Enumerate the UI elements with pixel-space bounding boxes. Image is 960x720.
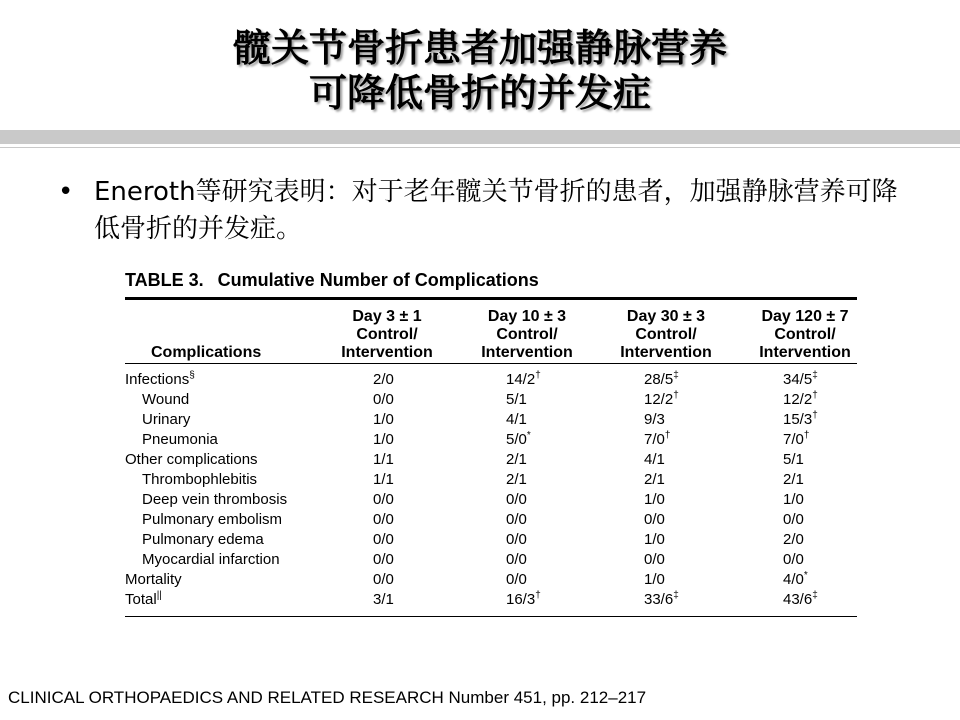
table-header bbox=[125, 300, 857, 363]
cell-value-text: 1/0 bbox=[783, 491, 804, 508]
cell-value-text: 0/0 bbox=[506, 551, 527, 568]
cell-value bbox=[506, 551, 527, 568]
row-label-text: Deep vein thrombosis bbox=[142, 491, 288, 508]
header-column-4 bbox=[740, 308, 870, 362]
cell-value-text: 0/0 bbox=[506, 571, 527, 588]
cell-value bbox=[373, 571, 394, 588]
cell-value-text: 4/0 bbox=[783, 571, 804, 588]
cell-value bbox=[783, 551, 804, 568]
cell-value-text: 1/0 bbox=[644, 491, 665, 508]
row-label bbox=[125, 591, 162, 608]
cell-value-text: 3/1 bbox=[373, 591, 394, 608]
cell-value-text: 2/1 bbox=[506, 451, 527, 468]
cell-value bbox=[373, 371, 394, 388]
row-label-text: Thrombophlebitis bbox=[142, 471, 258, 488]
cell-value-text: 5/1 bbox=[506, 391, 527, 408]
cell-value bbox=[373, 411, 394, 428]
table-row bbox=[125, 470, 857, 490]
footnote-mark: † bbox=[673, 390, 679, 401]
footnote-mark: ‡ bbox=[812, 590, 818, 601]
row-label-text: Mortality bbox=[125, 571, 182, 588]
title-divider-band bbox=[0, 130, 960, 144]
slide-title-line1: 髋关节骨折患者加强静脉营养 bbox=[232, 26, 727, 70]
cell-value bbox=[506, 411, 527, 428]
slide-title bbox=[0, 26, 960, 116]
cell-value-text: 15/3 bbox=[783, 411, 813, 428]
cell-value-text: 1/1 bbox=[373, 451, 394, 468]
footnote-mark: † bbox=[535, 590, 541, 601]
cell-value-text: 0/0 bbox=[373, 511, 394, 528]
cell-value bbox=[644, 391, 679, 408]
cell-value-text: 0/0 bbox=[783, 511, 804, 528]
cell-value bbox=[506, 571, 527, 588]
cell-value bbox=[506, 431, 531, 448]
cell-value bbox=[644, 471, 665, 488]
cell-value-text: 12/2 bbox=[783, 391, 813, 408]
cell-value-text: 7/0 bbox=[644, 431, 665, 448]
cell-value bbox=[373, 471, 394, 488]
cell-value bbox=[783, 431, 809, 448]
header-column-3-line3: Intervention bbox=[620, 344, 712, 361]
row-label bbox=[142, 531, 264, 548]
cell-value bbox=[373, 491, 394, 508]
bullet-icon: • bbox=[58, 177, 74, 207]
cell-value bbox=[373, 451, 394, 468]
header-column-3 bbox=[601, 308, 731, 362]
cell-value-text: 0/0 bbox=[506, 491, 527, 508]
complications-table bbox=[125, 270, 857, 617]
cell-value bbox=[506, 511, 527, 528]
row-label-text: Pneumonia bbox=[142, 431, 218, 448]
cell-value-text: 1/0 bbox=[644, 571, 665, 588]
table-row bbox=[125, 370, 857, 390]
cell-value-text: 43/6 bbox=[783, 591, 813, 608]
cell-value bbox=[783, 411, 818, 428]
table-caption bbox=[125, 270, 857, 294]
table-row bbox=[125, 450, 857, 470]
cell-value bbox=[783, 471, 804, 488]
row-label bbox=[125, 371, 195, 388]
cell-value bbox=[783, 391, 818, 408]
row-label bbox=[142, 431, 218, 448]
cell-value bbox=[644, 571, 665, 588]
cell-value bbox=[783, 371, 818, 388]
footnote-mark: † bbox=[803, 430, 810, 441]
cell-value bbox=[373, 591, 394, 608]
footnote-mark: † bbox=[812, 410, 818, 421]
cell-value-text: 0/0 bbox=[506, 531, 527, 548]
cell-value-text: 34/5 bbox=[783, 371, 813, 388]
cell-value-text: 0/0 bbox=[373, 551, 394, 568]
table-row bbox=[125, 550, 857, 570]
row-label-text: Myocardial infarction bbox=[142, 551, 280, 568]
header-column-4-line3: Intervention bbox=[759, 344, 851, 361]
row-label-text: Infections bbox=[125, 371, 190, 388]
cell-value bbox=[783, 531, 804, 548]
header-column-1-line3: Intervention bbox=[341, 344, 433, 361]
table-title: Cumulative Number of Complications bbox=[217, 270, 539, 290]
cell-value-text: 0/0 bbox=[644, 511, 665, 528]
footnote-mark: * bbox=[803, 570, 808, 581]
title-divider-line bbox=[0, 147, 960, 148]
slide-title-line2: 可降低骨折的并发症 bbox=[308, 71, 651, 115]
cell-value bbox=[373, 511, 394, 528]
cell-value bbox=[644, 371, 679, 388]
cell-value bbox=[506, 391, 527, 408]
cell-value-text: 33/6 bbox=[644, 591, 674, 608]
cell-value bbox=[644, 431, 670, 448]
row-label-text: Pulmonary edema bbox=[142, 531, 264, 548]
header-column-1 bbox=[322, 308, 452, 362]
footnote-mark: † bbox=[812, 390, 818, 401]
table-row bbox=[125, 490, 857, 510]
cell-value-text: 0/0 bbox=[373, 491, 394, 508]
row-label bbox=[142, 411, 190, 428]
footnote-mark: ‡ bbox=[812, 370, 818, 381]
footnote-mark: ‡ bbox=[673, 370, 679, 381]
cell-value-text: 12/2 bbox=[644, 391, 674, 408]
row-label-text: Wound bbox=[142, 391, 190, 408]
header-column-3-line1: Day 30 ± 3 bbox=[626, 308, 706, 325]
table-row bbox=[125, 570, 857, 590]
table-row bbox=[125, 410, 857, 430]
cell-value-text: 2/0 bbox=[783, 531, 804, 548]
row-label bbox=[142, 391, 189, 408]
cell-value-text: 1/1 bbox=[373, 471, 394, 488]
cell-value bbox=[644, 451, 665, 468]
header-column-1-line1: Day 3 ± 1 bbox=[352, 308, 422, 325]
cell-value-text: 1/0 bbox=[373, 411, 394, 428]
cell-value-text: 4/1 bbox=[506, 411, 527, 428]
footnote-mark: ‡ bbox=[673, 590, 679, 601]
table-row bbox=[125, 530, 857, 550]
table-row bbox=[125, 430, 857, 450]
cell-value bbox=[506, 591, 541, 608]
cell-value bbox=[644, 511, 665, 528]
footnote-mark: † bbox=[664, 430, 671, 441]
footnote-mark: || bbox=[156, 590, 162, 601]
cell-value bbox=[373, 431, 394, 448]
cell-value bbox=[644, 591, 679, 608]
cell-value bbox=[644, 531, 665, 548]
cell-value bbox=[783, 451, 804, 468]
row-label bbox=[142, 551, 280, 568]
row-label-text: Other complications bbox=[125, 451, 258, 468]
row-label bbox=[142, 491, 287, 508]
table-row bbox=[125, 510, 857, 530]
row-label-text: Urinary bbox=[142, 411, 191, 428]
cell-value bbox=[373, 531, 394, 548]
row-label bbox=[142, 511, 282, 528]
cell-value bbox=[644, 491, 665, 508]
cell-value-text: 16/3 bbox=[506, 591, 536, 608]
cell-value-text: 0/0 bbox=[373, 391, 394, 408]
cell-value-text: 1/0 bbox=[644, 531, 665, 548]
cell-value-text: 1/0 bbox=[373, 431, 394, 448]
footnote-mark: * bbox=[526, 430, 531, 441]
cell-value-text: 14/2 bbox=[506, 371, 536, 388]
header-column-4-line1: Day 120 ± 7 bbox=[761, 308, 849, 325]
header-column-2-line3: Intervention bbox=[481, 344, 573, 361]
row-label bbox=[125, 571, 182, 588]
header-column-1-line2: Control/ bbox=[356, 326, 418, 343]
cell-value-text: 0/0 bbox=[783, 551, 804, 568]
header-column-2 bbox=[462, 308, 592, 362]
cell-value bbox=[506, 451, 527, 468]
table-label: TABLE 3. bbox=[125, 270, 204, 290]
cell-value bbox=[506, 371, 541, 388]
header-complications: Complications bbox=[151, 344, 262, 361]
cell-value-text: 7/0 bbox=[783, 431, 804, 448]
cell-value-text: 2/1 bbox=[783, 471, 804, 488]
footnote-mark: † bbox=[535, 370, 541, 381]
cell-value bbox=[644, 551, 665, 568]
cell-value-text: 2/1 bbox=[644, 471, 665, 488]
cell-value-text: 9/3 bbox=[644, 411, 665, 428]
cell-value-text: 2/1 bbox=[506, 471, 527, 488]
cell-value-text: 0/0 bbox=[644, 551, 665, 568]
row-label bbox=[125, 451, 258, 468]
header-column-2-line1: Day 10 ± 3 bbox=[487, 308, 567, 325]
header-column-4-line2: Control/ bbox=[774, 326, 836, 343]
bullet-text: Eneroth等研究表明：对于老年髋关节骨折的患者，加强静脉营养可降低骨折的并发症。 bbox=[94, 177, 898, 244]
cell-value bbox=[644, 411, 665, 428]
cell-value-text: 28/5 bbox=[644, 371, 674, 388]
table-body bbox=[125, 364, 857, 616]
citation-footer: CLINICAL ORTHOPAEDICS AND RELATED RESEARCH Number 451, pp. 212–217 bbox=[8, 688, 647, 707]
cell-value bbox=[783, 591, 818, 608]
cell-value bbox=[783, 491, 804, 508]
row-label bbox=[142, 471, 257, 488]
cell-value-text: 4/1 bbox=[644, 451, 665, 468]
cell-value bbox=[783, 511, 804, 528]
header-column-2-line2: Control/ bbox=[496, 326, 558, 343]
footnote-mark: § bbox=[189, 370, 195, 381]
header-column-3-line2: Control/ bbox=[635, 326, 697, 343]
cell-value bbox=[506, 471, 527, 488]
cell-value-text: 0/0 bbox=[373, 531, 394, 548]
cell-value-text: 0/0 bbox=[506, 511, 527, 528]
cell-value-text: 0/0 bbox=[373, 571, 394, 588]
cell-value bbox=[506, 491, 527, 508]
cell-value-text: 2/0 bbox=[373, 371, 394, 388]
cell-value bbox=[373, 551, 394, 568]
cell-value bbox=[506, 531, 527, 548]
cell-value bbox=[783, 571, 808, 588]
table-row bbox=[125, 590, 857, 610]
table-row bbox=[125, 390, 857, 410]
table-bottom-rule bbox=[125, 616, 857, 617]
cell-value bbox=[373, 391, 394, 408]
cell-value-text: 5/0 bbox=[506, 431, 527, 448]
row-label-text: Total bbox=[125, 591, 157, 608]
cell-value-text: 5/1 bbox=[783, 451, 804, 468]
row-label-text: Pulmonary embolism bbox=[142, 511, 283, 528]
